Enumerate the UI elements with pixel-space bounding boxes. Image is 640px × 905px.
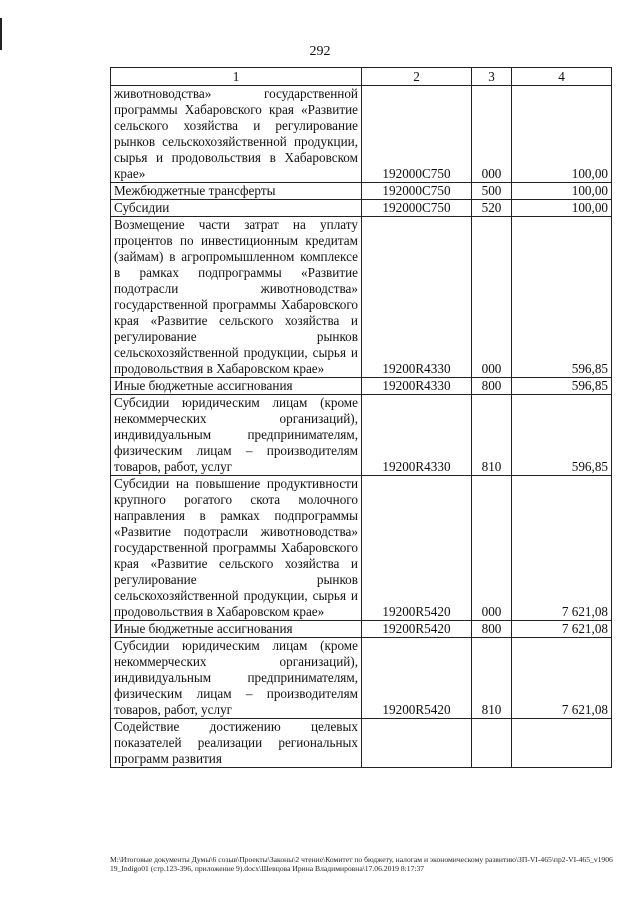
row-type: 500 — [472, 183, 512, 200]
column-header-type: 3 — [472, 68, 512, 86]
row-name: Субсидии юридическим лицам (кроме некоммерческих организаций), индивидуальным предпринимателям, физическим лицам – производителям товаров, работ, услуг — [111, 638, 362, 719]
row-type: 810 — [472, 638, 512, 719]
row-type: 520 — [472, 200, 512, 217]
row-code: 19200R4330 — [362, 217, 472, 378]
row-name: Субсидии — [111, 200, 362, 217]
column-header-amount: 4 — [512, 68, 612, 86]
row-amount: 596,85 — [512, 378, 612, 395]
row-code: 19200R4330 — [362, 395, 472, 476]
row-name: Содействие достижению целевых показателей реализации региональных программ развития — [111, 719, 362, 768]
row-type — [472, 719, 512, 768]
table-row — [111, 719, 612, 768]
row-name: Межбюджетные трансферты — [111, 183, 362, 200]
row-name: Возмещение части затрат на уплату процентов по инвестиционным кредитам (займам) в агропромышленном комплексе в рамках подпрограммы «Развитие подотрасли животноводства» государственной программы Хабаровского края «Развитие сельского хозяйства и регулирование рынков сельскохозяйственной продукции, сырья и продовольствия в Хабаровском крае» — [111, 217, 362, 378]
row-name: Иные бюджетные ассигнования — [111, 621, 362, 638]
row-amount: 7 621,08 — [512, 621, 612, 638]
column-header-name: 1 — [111, 68, 362, 86]
row-amount: 100,00 — [512, 200, 612, 217]
table-row — [111, 217, 612, 378]
row-amount: 596,85 — [512, 395, 612, 476]
row-code: 192000С750 — [362, 183, 472, 200]
row-code: 192000С750 — [362, 200, 472, 217]
row-code: 192000С750 — [362, 86, 472, 183]
row-type: 810 — [472, 395, 512, 476]
table-row — [111, 200, 612, 217]
row-name: Субсидии на повышение продуктивности крупного рогатого скота молочного направления в рамках подпрограммы «Развитие подотрасли животноводства» государственной программы Хабаровского края «Развитие сельского хозяйства и регулирование рынков сельскохозяйственной продукции, сырья и продовольствия в Хабаровском крае» — [111, 476, 362, 621]
table-row — [111, 183, 612, 200]
row-type: 000 — [472, 86, 512, 183]
table-row — [111, 86, 612, 183]
row-type: 800 — [472, 621, 512, 638]
column-header-code: 2 — [362, 68, 472, 86]
table-header-row — [111, 68, 612, 86]
row-type: 800 — [472, 378, 512, 395]
row-amount: 7 621,08 — [512, 476, 612, 621]
table-row — [111, 378, 612, 395]
row-amount — [512, 719, 612, 768]
row-code: 19200R4330 — [362, 378, 472, 395]
table-row — [111, 621, 612, 638]
document-path-footer: M:\Итоговые документы Думы\6 созыв\Проекты\Законы\2 чтение\Комитет по бюджету, налогам и экономическому развитию\ЗП-VI-465\пр2-VI-465_v190619_Indigo01 (стр.123-396, приложение 9).docx\Шевцова Ирина Владимировна\17.06.2019 8:17:37 — [110, 855, 613, 873]
row-amount: 100,00 — [512, 86, 612, 183]
budget-table — [110, 67, 612, 768]
row-code: 19200R5420 — [362, 638, 472, 719]
row-amount: 100,00 — [512, 183, 612, 200]
row-amount: 596,85 — [512, 217, 612, 378]
table-row — [111, 638, 612, 719]
row-type: 000 — [472, 476, 512, 621]
row-name: животноводства» государственной программы Хабаровского края «Развитие сельского хозяйства и регулирование рынков сельскохозяйственной продукции, сырья и продовольствия в Хабаровском крае» — [111, 86, 362, 183]
table-row — [111, 395, 612, 476]
page-number: 292 — [309, 44, 331, 59]
row-amount: 7 621,08 — [512, 638, 612, 719]
table-row — [111, 476, 612, 621]
row-code: 19200R5420 — [362, 476, 472, 621]
row-name: Субсидии юридическим лицам (кроме некоммерческих организаций), индивидуальным предпринимателям, физическим лицам – производителям товаров, работ, услуг — [111, 395, 362, 476]
row-type: 000 — [472, 217, 512, 378]
row-code: 19200R5420 — [362, 621, 472, 638]
row-name: Иные бюджетные ассигнования — [111, 378, 362, 395]
row-code — [362, 719, 472, 768]
